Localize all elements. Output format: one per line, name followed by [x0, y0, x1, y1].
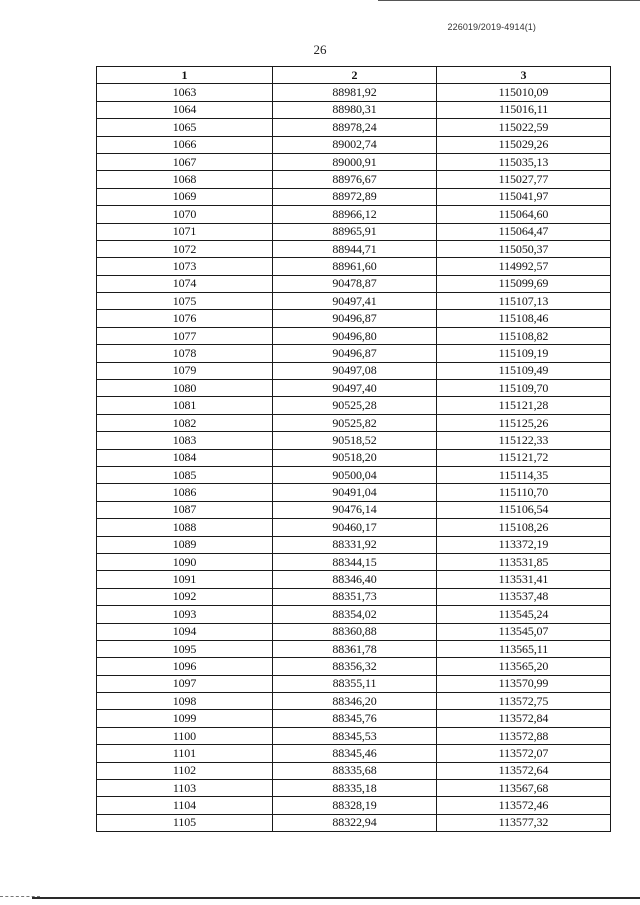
x-coordinate-cell: 88966,12 [273, 206, 437, 223]
table-row [97, 449, 611, 466]
y-coordinate-cell: 115108,46 [437, 310, 611, 327]
table-row [97, 136, 611, 153]
y-coordinate-cell: 115027,77 [437, 171, 611, 188]
x-coordinate-cell: 90478,87 [273, 275, 437, 292]
coordinates-table-container [96, 66, 610, 832]
table-row [97, 519, 611, 536]
point-number-cell: 1080 [97, 380, 273, 397]
point-number-cell: 1101 [97, 745, 273, 762]
table-row [97, 640, 611, 657]
table-row [97, 362, 611, 379]
y-coordinate-cell: 114992,57 [437, 258, 611, 275]
x-coordinate-cell: 88331,92 [273, 536, 437, 553]
document-id: 226019/2019-4914(1) [447, 22, 536, 32]
column-header-1: 1 [97, 67, 273, 84]
point-number-cell: 1069 [97, 188, 273, 205]
x-coordinate-cell: 88322,94 [273, 814, 437, 831]
table-row [97, 762, 611, 779]
x-coordinate-cell: 90500,04 [273, 466, 437, 483]
x-coordinate-cell: 88356,32 [273, 658, 437, 675]
x-coordinate-cell: 90497,08 [273, 362, 437, 379]
point-number-cell: 1087 [97, 501, 273, 518]
y-coordinate-cell: 113537,48 [437, 588, 611, 605]
point-number-cell: 1086 [97, 484, 273, 501]
point-number-cell: 1073 [97, 258, 273, 275]
table-row [97, 380, 611, 397]
point-number-cell: 1067 [97, 153, 273, 170]
table-row [97, 571, 611, 588]
y-coordinate-cell: 113531,85 [437, 553, 611, 570]
table-row [97, 119, 611, 136]
point-number-cell: 1104 [97, 797, 273, 814]
y-coordinate-cell: 113572,75 [437, 693, 611, 710]
x-coordinate-cell: 90525,28 [273, 397, 437, 414]
y-coordinate-cell: 113565,11 [437, 640, 611, 657]
x-coordinate-cell: 90491,04 [273, 484, 437, 501]
table-row [97, 432, 611, 449]
y-coordinate-cell: 115114,35 [437, 466, 611, 483]
x-coordinate-cell: 88328,19 [273, 797, 437, 814]
table-row [97, 293, 611, 310]
point-number-cell: 1096 [97, 658, 273, 675]
point-number-cell: 1071 [97, 223, 273, 240]
y-coordinate-cell: 115064,60 [437, 206, 611, 223]
point-number-cell: 1100 [97, 727, 273, 744]
point-number-cell: 1076 [97, 310, 273, 327]
table-row [97, 745, 611, 762]
x-coordinate-cell: 88972,89 [273, 188, 437, 205]
point-number-cell: 1072 [97, 240, 273, 257]
point-number-cell: 1105 [97, 814, 273, 831]
y-coordinate-cell: 113372,19 [437, 536, 611, 553]
y-coordinate-cell: 113545,07 [437, 623, 611, 640]
y-coordinate-cell: 113572,64 [437, 762, 611, 779]
table-row [97, 153, 611, 170]
point-number-cell: 1083 [97, 432, 273, 449]
y-coordinate-cell: 113567,68 [437, 780, 611, 797]
y-coordinate-cell: 113577,32 [437, 814, 611, 831]
y-coordinate-cell: 115035,13 [437, 153, 611, 170]
y-coordinate-cell: 113572,88 [437, 727, 611, 744]
y-coordinate-cell: 113572,07 [437, 745, 611, 762]
x-coordinate-cell: 89002,74 [273, 136, 437, 153]
coordinates-table [96, 66, 611, 832]
table-row [97, 414, 611, 431]
point-number-cell: 1075 [97, 293, 273, 310]
point-number-cell: 1091 [97, 571, 273, 588]
point-number-cell: 1088 [97, 519, 273, 536]
y-coordinate-cell: 115106,54 [437, 501, 611, 518]
x-coordinate-cell: 90518,52 [273, 432, 437, 449]
y-coordinate-cell: 115099,69 [437, 275, 611, 292]
point-number-cell: 1077 [97, 327, 273, 344]
x-coordinate-cell: 88345,76 [273, 710, 437, 727]
point-number-cell: 1065 [97, 119, 273, 136]
table-row [97, 397, 611, 414]
y-coordinate-cell: 115122,33 [437, 432, 611, 449]
y-coordinate-cell: 113545,24 [437, 606, 611, 623]
x-coordinate-cell: 90460,17 [273, 519, 437, 536]
point-number-cell: 1097 [97, 675, 273, 692]
x-coordinate-cell: 88351,73 [273, 588, 437, 605]
table-row [97, 727, 611, 744]
point-number-cell: 1095 [97, 640, 273, 657]
x-coordinate-cell: 88335,18 [273, 780, 437, 797]
x-coordinate-cell: 90518,20 [273, 449, 437, 466]
x-coordinate-cell: 88978,24 [273, 119, 437, 136]
y-coordinate-cell: 113531,41 [437, 571, 611, 588]
y-coordinate-cell: 115121,72 [437, 449, 611, 466]
x-coordinate-cell: 88345,46 [273, 745, 437, 762]
y-coordinate-cell: 115016,11 [437, 101, 611, 118]
table-row [97, 345, 611, 362]
table-row [97, 101, 611, 118]
table-row [97, 501, 611, 518]
x-coordinate-cell: 90497,40 [273, 380, 437, 397]
page-number: 26 [313, 42, 327, 57]
x-coordinate-cell: 88335,68 [273, 762, 437, 779]
point-number-cell: 1094 [97, 623, 273, 640]
y-coordinate-cell: 113572,84 [437, 710, 611, 727]
table-row [97, 606, 611, 623]
point-number-cell: 1089 [97, 536, 273, 553]
x-coordinate-cell: 88360,88 [273, 623, 437, 640]
point-number-cell: 1103 [97, 780, 273, 797]
table-row [97, 814, 611, 831]
point-number-cell: 1085 [97, 466, 273, 483]
table-row [97, 797, 611, 814]
x-coordinate-cell: 90496,87 [273, 310, 437, 327]
x-coordinate-cell: 88345,53 [273, 727, 437, 744]
point-number-cell: 1064 [97, 101, 273, 118]
x-coordinate-cell: 88344,15 [273, 553, 437, 570]
table-row [97, 310, 611, 327]
x-coordinate-cell: 90496,80 [273, 327, 437, 344]
y-coordinate-cell: 115109,19 [437, 345, 611, 362]
point-number-cell: 1084 [97, 449, 273, 466]
table-row [97, 536, 611, 553]
x-coordinate-cell: 88961,60 [273, 258, 437, 275]
y-coordinate-cell: 115110,70 [437, 484, 611, 501]
point-number-cell: 1063 [97, 84, 273, 101]
point-number-cell: 1070 [97, 206, 273, 223]
table-row [97, 588, 611, 605]
point-number-cell: 1066 [97, 136, 273, 153]
column-header-2: 2 [273, 67, 437, 84]
y-coordinate-cell: 115050,37 [437, 240, 611, 257]
x-coordinate-cell: 89000,91 [273, 153, 437, 170]
y-coordinate-cell: 113570,99 [437, 675, 611, 692]
x-coordinate-cell: 90497,41 [273, 293, 437, 310]
x-coordinate-cell: 88361,78 [273, 640, 437, 657]
bottom-rule [32, 897, 640, 899]
column-header-3: 3 [437, 67, 611, 84]
point-number-cell: 1099 [97, 710, 273, 727]
point-number-cell: 1093 [97, 606, 273, 623]
y-coordinate-cell: 115029,26 [437, 136, 611, 153]
y-coordinate-cell: 113565,20 [437, 658, 611, 675]
table-row [97, 484, 611, 501]
y-coordinate-cell: 113572,46 [437, 797, 611, 814]
table-row [97, 466, 611, 483]
point-number-cell: 1102 [97, 762, 273, 779]
point-number-cell: 1074 [97, 275, 273, 292]
x-coordinate-cell: 88944,71 [273, 240, 437, 257]
table-row [97, 275, 611, 292]
table-row [97, 84, 611, 101]
table-row [97, 623, 611, 640]
y-coordinate-cell: 115041,97 [437, 188, 611, 205]
table-row [97, 675, 611, 692]
x-coordinate-cell: 90496,87 [273, 345, 437, 362]
point-number-cell: 1081 [97, 397, 273, 414]
point-number-cell: 1078 [97, 345, 273, 362]
y-coordinate-cell: 115109,49 [437, 362, 611, 379]
y-coordinate-cell: 115022,59 [437, 119, 611, 136]
y-coordinate-cell: 115064,47 [437, 223, 611, 240]
point-number-cell: 1082 [97, 414, 273, 431]
point-number-cell: 1079 [97, 362, 273, 379]
top-rule [378, 0, 640, 1]
x-coordinate-cell: 88355,11 [273, 675, 437, 692]
table-row [97, 327, 611, 344]
x-coordinate-cell: 90525,82 [273, 414, 437, 431]
y-coordinate-cell: 115121,28 [437, 397, 611, 414]
y-coordinate-cell: 115010,09 [437, 84, 611, 101]
point-number-cell: 1068 [97, 171, 273, 188]
table-row [97, 240, 611, 257]
x-coordinate-cell: 88981,92 [273, 84, 437, 101]
x-coordinate-cell: 88980,31 [273, 101, 437, 118]
table-row [97, 693, 611, 710]
table-row [97, 780, 611, 797]
table-row [97, 188, 611, 205]
y-coordinate-cell: 115109,70 [437, 380, 611, 397]
x-coordinate-cell: 88346,20 [273, 693, 437, 710]
table-row [97, 223, 611, 240]
y-coordinate-cell: 115108,26 [437, 519, 611, 536]
point-number-cell: 1098 [97, 693, 273, 710]
table-row [97, 710, 611, 727]
table-header-row [97, 67, 611, 84]
x-coordinate-cell: 90476,14 [273, 501, 437, 518]
table-body [97, 84, 611, 832]
y-coordinate-cell: 115125,26 [437, 414, 611, 431]
point-number-cell: 1092 [97, 588, 273, 605]
table-row [97, 658, 611, 675]
table-row [97, 206, 611, 223]
x-coordinate-cell: 88965,91 [273, 223, 437, 240]
x-coordinate-cell: 88976,67 [273, 171, 437, 188]
point-number-cell: 1090 [97, 553, 273, 570]
y-coordinate-cell: 115107,13 [437, 293, 611, 310]
table-row [97, 258, 611, 275]
table-row [97, 171, 611, 188]
x-coordinate-cell: 88346,40 [273, 571, 437, 588]
table-row [97, 553, 611, 570]
y-coordinate-cell: 115108,82 [437, 327, 611, 344]
x-coordinate-cell: 88354,02 [273, 606, 437, 623]
